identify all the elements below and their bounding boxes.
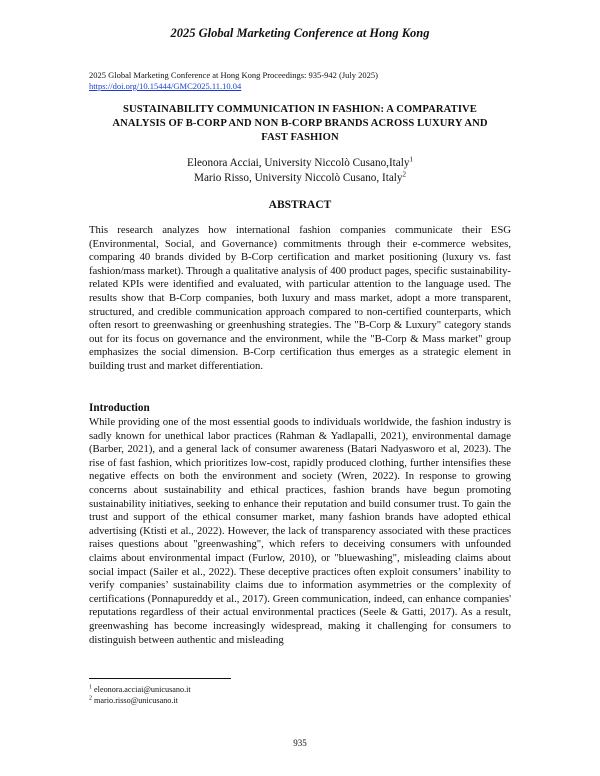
footnote [89, 684, 191, 695]
proceedings-info [89, 70, 378, 92]
footnote-email[interactable]: eleonora.acciai@unicusano.it [94, 685, 191, 694]
proceedings-citation: 2025 Global Marketing Conference at Hong Kong Proceedings: 935-942 (July 2025) [89, 70, 378, 80]
abstract-text: This research analyzes how international fashion companies communicate their ESG (Environmental, Social, and Governance) commitments through their e-commerce websites, comparing 40 brands divided by B-Corp certification and market positioning (luxury vs. fast fashion/mass market). Through a qualitative analysis of 400 product pages, specific sustainability-related KPIs were identified and evaluated, with particular attention to the language used. The results show that B-Corp companies, both luxury and mass market, adopt a more transparent, structured, and credible communication approach compared to non-certified counterparts, which often resort to greenwashing or greenhushing strategies. The "B-Corp & Luxury" category stands out for its focus on governance and the environment, while the "B-Corp & Mass market" group emphasizes the social dimension. B-Corp certification thus emerges as a strategic element in building trust and market differentiation. [89, 224, 511, 372]
footnote-mark[interactable]: 2 [402, 170, 406, 179]
introduction-heading: Introduction [89, 402, 150, 414]
page-number: 935 [293, 738, 307, 748]
abstract-heading: ABSTRACT [268, 199, 332, 211]
author-list [89, 156, 511, 186]
author-line [89, 156, 511, 171]
footnote-number: 2 [89, 695, 92, 702]
footnotes [89, 684, 191, 706]
footnote-mark[interactable]: 1 [409, 155, 413, 164]
doi-link[interactable]: https://doi.org/10.15444/GMC2025.11.10.04 [89, 81, 242, 91]
running-header: 2025 Global Marketing Conference at Hong Kong [170, 26, 430, 40]
footnote-divider [89, 678, 231, 679]
author-name: Eleonora Acciai, University Niccolò Cusano,Italy [187, 157, 410, 169]
author-name: Mario Risso, University Niccolò Cusano, Italy [194, 172, 403, 184]
footnote [89, 695, 191, 706]
footnote-number: 1 [89, 684, 92, 691]
paper-title: SUSTAINABILITY COMMUNICATION IN FASHION: A COMPARATIVE ANALYSIS OF B-CORP AND NON B-CORP BRANDS ACROSS LUXURY AND FAST FASHION [112, 104, 488, 143]
author-line [89, 171, 511, 186]
introduction-text: While providing one of the most essential goods to individuals worldwide, the fashion industry is sadly known for unethical labor practices (Rahman & Yadlapalli, 2021), environmental damage (Barber, 2021), and a general lack of consumer awareness (Batari Nadyasworo et al, 2023). The rise of fast fashion, which prioritizes low-cost, rapidly produced clothing, further intensifies these negative effects on both the environment and society (Wren, 2022). In response to growing concerns about sustainability and ethical practices, fashion brands have begun promoting sustainability initiatives, seeking to enhance their reputation and build consumer trust. To gain the trust and support of the ethical consumer market, many fashion brands have adopted ethical advertising (Ktisti et al., 2022). However, the lack of transparency associated with these practices raises questions about "greenwashing", which refers to deceiving consumers with unfounded claims about environmental impact (Furlow, 2010), or "bluewashing", misleading claims about social impact (Sailer et al., 2022). These deceptive practices often exploit consumers’ inability to verify companies’ sustainability claims due to information asymmetries or the complexity of certifications (Ponnapureddy et al., 2017). Green communication, indeed, can enhance companies' reputations regardless of their actual environmental practices (Seele & Gatti, 2017). As a result, greenwashing has become increasingly widespread, making it challenging for consumers to distinguish between authentic and misleading [89, 416, 511, 646]
footnote-email[interactable]: mario.risso@unicusano.it [94, 696, 178, 705]
